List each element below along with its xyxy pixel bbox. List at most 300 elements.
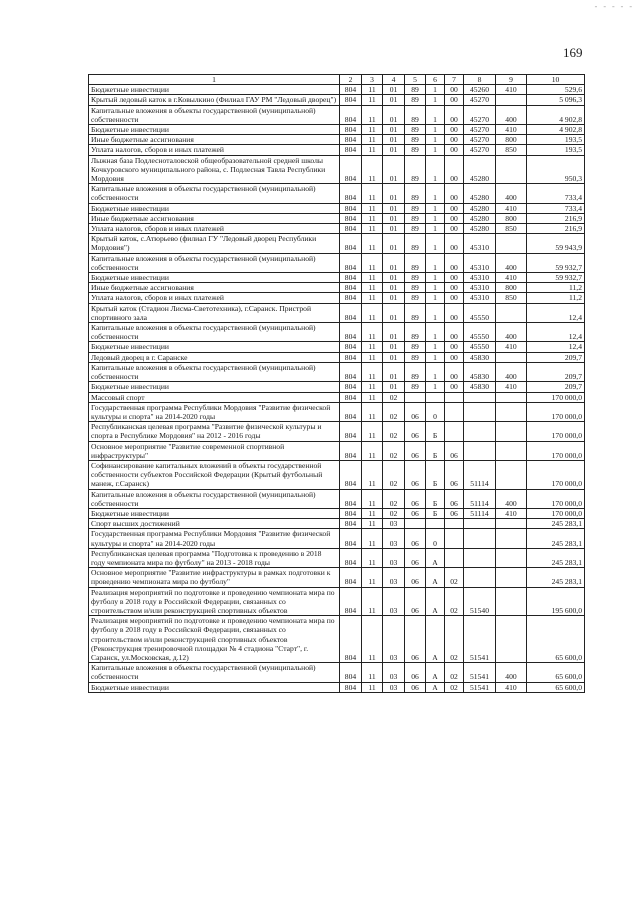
- cell-amount: 195 600,0: [527, 587, 585, 616]
- cell-amount: 170 000,0: [527, 489, 585, 508]
- cell-expense-type: 850: [496, 224, 527, 234]
- cell-measure: 00: [445, 273, 464, 283]
- cell-subsection: 01: [383, 105, 405, 124]
- cell-expense-type: [496, 441, 527, 460]
- cell-direction: 45280: [464, 224, 496, 234]
- cell-subprogram: 1: [426, 155, 445, 184]
- cell-section: 11: [362, 125, 383, 135]
- cell-expense-type: 410: [496, 273, 527, 283]
- cell-program: 89: [405, 155, 426, 184]
- cell-subprogram: 1: [426, 283, 445, 293]
- cell-subprogram: А: [426, 568, 445, 587]
- cell-subsection: 02: [383, 441, 405, 460]
- cell-subsection: 01: [383, 293, 405, 303]
- cell-section: 11: [362, 663, 383, 682]
- cell-expense-type: [496, 519, 527, 529]
- cell-subsection: 03: [383, 568, 405, 587]
- cell-program: 06: [405, 441, 426, 460]
- cell-program: 06: [405, 548, 426, 567]
- cell-section: 11: [362, 352, 383, 362]
- cell-subprogram: 1: [426, 203, 445, 213]
- cell-expense-type: 410: [496, 682, 527, 692]
- cell-section: 11: [362, 489, 383, 508]
- cell-amount: 170 000,0: [527, 460, 585, 489]
- cell-amount: 59 943,9: [527, 234, 585, 253]
- cell-name: Бюджетные инвестиции: [89, 203, 340, 213]
- cell-section: 11: [362, 587, 383, 616]
- cell-direction: 45310: [464, 293, 496, 303]
- cell-direction: [464, 392, 496, 402]
- table-row: [89, 184, 585, 203]
- cell-program: 06: [405, 587, 426, 616]
- cell-expense-type: 800: [496, 213, 527, 223]
- cell-subprogram: А: [426, 682, 445, 692]
- cell-admin: 804: [340, 441, 362, 460]
- cell-subsection: 01: [383, 382, 405, 392]
- cell-program: 89: [405, 224, 426, 234]
- cell-amount: 170 000,0: [527, 422, 585, 441]
- cell-measure: [445, 548, 464, 567]
- cell-direction: 45550: [464, 303, 496, 322]
- table-row: [89, 616, 585, 663]
- cell-expense-type: 410: [496, 508, 527, 518]
- cell-direction: 51114: [464, 489, 496, 508]
- cell-admin: 804: [340, 508, 362, 518]
- cell-expense-type: [496, 303, 527, 322]
- cell-admin: 804: [340, 145, 362, 155]
- cell-subprogram: 1: [426, 234, 445, 253]
- cell-direction: 45270: [464, 135, 496, 145]
- cell-expense-type: [496, 234, 527, 253]
- cell-admin: 804: [340, 352, 362, 362]
- cell-expense-type: 410: [496, 382, 527, 392]
- cell-measure: 00: [445, 382, 464, 392]
- cell-program: 89: [405, 85, 426, 95]
- table-row: [89, 402, 585, 421]
- cell-subprogram: 1: [426, 224, 445, 234]
- cell-admin: 804: [340, 213, 362, 223]
- cell-admin: 804: [340, 587, 362, 616]
- table-body: [89, 85, 585, 693]
- cell-amount: 170 000,0: [527, 402, 585, 421]
- cell-expense-type: 850: [496, 293, 527, 303]
- cell-subsection: 02: [383, 489, 405, 508]
- cell-subsection: 01: [383, 184, 405, 203]
- cell-subprogram: 1: [426, 323, 445, 342]
- cell-direction: [464, 548, 496, 567]
- table-row: [89, 489, 585, 508]
- cell-admin: 804: [340, 135, 362, 145]
- cell-name: Реализация мероприятий по подготовке и проведению чемпионата мира по футболу в 2018 году в Российской Федерации, связанных со строительством и/или реконструкцией спортивных объектов: [89, 587, 340, 616]
- cell-amount: 11,2: [527, 293, 585, 303]
- cell-subprogram: Б: [426, 441, 445, 460]
- cell-name: Крытый каток, с.Атюрьево (филиал ГУ "Ледовый дворец Республики Мордовия"): [89, 234, 340, 253]
- page-number: 169: [563, 45, 583, 60]
- cell-measure: 00: [445, 293, 464, 303]
- cell-program: 89: [405, 105, 426, 124]
- cell-name: Капитальные вложения в объекты государственной (муниципальной) собственности: [89, 489, 340, 508]
- cell-program: 89: [405, 362, 426, 381]
- cell-admin: 804: [340, 184, 362, 203]
- cell-amount: 245 283,1: [527, 548, 585, 567]
- cell-direction: 45830: [464, 352, 496, 362]
- cell-admin: 804: [340, 616, 362, 663]
- table-row: [89, 224, 585, 234]
- cell-subprogram: 0: [426, 529, 445, 548]
- table-row: [89, 342, 585, 352]
- cell-measure: 00: [445, 135, 464, 145]
- cell-amount: 4 902,8: [527, 105, 585, 124]
- cell-amount: 12,4: [527, 323, 585, 342]
- cell-direction: 51114: [464, 460, 496, 489]
- cell-section: 11: [362, 135, 383, 145]
- cell-admin: 804: [340, 125, 362, 135]
- cell-name: Реализация мероприятий по подготовке и проведению чемпионата мира по футболу в 2018 году в Российской Федерации, связанных со строительством и/или реконструкцией спортивных объектов (Реконструкция тренировочной площадки № 4 стадиона "Старт", г. Саранск, ул.Московская, д.12): [89, 616, 340, 663]
- cell-measure: 02: [445, 587, 464, 616]
- cell-measure: 06: [445, 441, 464, 460]
- cell-expense-type: 800: [496, 283, 527, 293]
- cell-expense-type: [496, 587, 527, 616]
- cell-expense-type: 400: [496, 105, 527, 124]
- cell-section: 11: [362, 283, 383, 293]
- cell-expense-type: 410: [496, 125, 527, 135]
- table-row: [89, 234, 585, 253]
- cell-expense-type: [496, 568, 527, 587]
- cell-subsection: 02: [383, 422, 405, 441]
- cell-expense-type: 410: [496, 85, 527, 95]
- cell-subsection: 03: [383, 682, 405, 692]
- cell-program: 06: [405, 616, 426, 663]
- cell-subprogram: Б: [426, 422, 445, 441]
- cell-program: 89: [405, 213, 426, 223]
- cell-section: 11: [362, 441, 383, 460]
- cell-direction: 45270: [464, 125, 496, 135]
- cell-subprogram: 1: [426, 362, 445, 381]
- cell-measure: 00: [445, 105, 464, 124]
- table-row: [89, 253, 585, 272]
- cell-section: 11: [362, 293, 383, 303]
- cell-amount: 12,4: [527, 303, 585, 322]
- cell-subsection: 03: [383, 663, 405, 682]
- cell-subsection: 01: [383, 234, 405, 253]
- table-row: [89, 85, 585, 95]
- cell-program: 89: [405, 352, 426, 362]
- cell-program: 89: [405, 135, 426, 145]
- table-row: [89, 352, 585, 362]
- table-row: [89, 422, 585, 441]
- cell-direction: 45280: [464, 184, 496, 203]
- cell-measure: 02: [445, 616, 464, 663]
- table-row: [89, 441, 585, 460]
- cell-amount: 59 932,7: [527, 253, 585, 272]
- cell-admin: 804: [340, 382, 362, 392]
- cell-direction: 51541: [464, 616, 496, 663]
- cell-admin: 804: [340, 519, 362, 529]
- table-row: [89, 125, 585, 135]
- cell-subsection: 01: [383, 342, 405, 352]
- cell-subprogram: 0: [426, 402, 445, 421]
- cell-measure: [445, 529, 464, 548]
- cell-subprogram: 1: [426, 293, 445, 303]
- cell-amount: 5 096,3: [527, 95, 585, 105]
- header-cell: 3: [362, 75, 383, 85]
- cell-measure: [445, 422, 464, 441]
- cell-subsection: 01: [383, 155, 405, 184]
- cell-subprogram: 1: [426, 145, 445, 155]
- header-cell: 7: [445, 75, 464, 85]
- cell-measure: 02: [445, 682, 464, 692]
- cell-measure: 00: [445, 342, 464, 352]
- cell-name: Уплата налогов, сборов и иных платежей: [89, 145, 340, 155]
- cell-subsection: 02: [383, 460, 405, 489]
- cell-expense-type: 410: [496, 342, 527, 352]
- cell-measure: 06: [445, 489, 464, 508]
- cell-amount: 170 000,0: [527, 508, 585, 518]
- cell-measure: 00: [445, 95, 464, 105]
- cell-section: 11: [362, 273, 383, 283]
- cell-measure: 06: [445, 460, 464, 489]
- cell-program: 06: [405, 402, 426, 421]
- table-row: [89, 508, 585, 518]
- cell-subsection: 01: [383, 125, 405, 135]
- cell-expense-type: 800: [496, 135, 527, 145]
- cell-name: Бюджетные инвестиции: [89, 273, 340, 283]
- cell-subprogram: 1: [426, 125, 445, 135]
- cell-subsection: 01: [383, 135, 405, 145]
- cell-name: Уплата налогов, сборов и иных платежей: [89, 293, 340, 303]
- cell-admin: 804: [340, 105, 362, 124]
- cell-expense-type: 400: [496, 253, 527, 272]
- cell-direction: 51540: [464, 587, 496, 616]
- cell-amount: 733,4: [527, 184, 585, 203]
- cell-subsection: 01: [383, 253, 405, 272]
- cell-amount: 245 283,1: [527, 519, 585, 529]
- cell-subsection: 01: [383, 145, 405, 155]
- cell-subprogram: 1: [426, 184, 445, 203]
- cell-subsection: 01: [383, 203, 405, 213]
- cell-admin: 804: [340, 95, 362, 105]
- cell-subprogram: 1: [426, 213, 445, 223]
- cell-measure: 02: [445, 663, 464, 682]
- cell-name: Крытый ледовый каток в г.Ковылкино (Филиал ГАУ РМ "Ледовый дворец"): [89, 95, 340, 105]
- cell-measure: 00: [445, 125, 464, 135]
- cell-section: 11: [362, 460, 383, 489]
- table-row: [89, 283, 585, 293]
- cell-amount: 529,6: [527, 85, 585, 95]
- cell-measure: 00: [445, 203, 464, 213]
- cell-direction: [464, 529, 496, 548]
- cell-subprogram: Б: [426, 508, 445, 518]
- cell-name: Иные бюджетные ассигнования: [89, 283, 340, 293]
- cell-section: 11: [362, 422, 383, 441]
- cell-admin: 804: [340, 529, 362, 548]
- cell-measure: [445, 402, 464, 421]
- cell-name: Уплата налогов, сборов и иных платежей: [89, 224, 340, 234]
- cell-admin: 804: [340, 663, 362, 682]
- cell-direction: 51114: [464, 508, 496, 518]
- table-row: [89, 203, 585, 213]
- cell-section: 11: [362, 342, 383, 352]
- cell-subsection: 02: [383, 508, 405, 518]
- header-cell: 6: [426, 75, 445, 85]
- cell-admin: 804: [340, 342, 362, 352]
- cell-expense-type: [496, 529, 527, 548]
- cell-admin: 804: [340, 460, 362, 489]
- cell-subprogram: [426, 392, 445, 402]
- cell-section: 11: [362, 85, 383, 95]
- cell-measure: 00: [445, 362, 464, 381]
- cell-expense-type: [496, 352, 527, 362]
- table-row: [89, 303, 585, 322]
- cell-program: 89: [405, 234, 426, 253]
- cell-program: 06: [405, 508, 426, 518]
- cell-expense-type: [496, 95, 527, 105]
- cell-direction: [464, 568, 496, 587]
- cell-name: Ледовый дворец в г. Саранске: [89, 352, 340, 362]
- cell-direction: 45310: [464, 283, 496, 293]
- cell-program: 89: [405, 283, 426, 293]
- cell-subprogram: 1: [426, 303, 445, 322]
- cell-expense-type: 400: [496, 663, 527, 682]
- table-row: [89, 568, 585, 587]
- cell-section: 11: [362, 145, 383, 155]
- cell-measure: 00: [445, 184, 464, 203]
- cell-subsection: 01: [383, 85, 405, 95]
- cell-program: 06: [405, 529, 426, 548]
- cell-measure: [445, 392, 464, 402]
- cell-measure: 00: [445, 283, 464, 293]
- cell-measure: 00: [445, 253, 464, 272]
- table-row: [89, 382, 585, 392]
- cell-direction: [464, 441, 496, 460]
- cell-expense-type: [496, 548, 527, 567]
- cell-admin: 804: [340, 682, 362, 692]
- cell-program: 06: [405, 460, 426, 489]
- cell-name: Республиканская целевая программа "Подготовка к проведению в 2018 году чемпионата мира по футболу" на 2013 - 2018 годы: [89, 548, 340, 567]
- cell-admin: 804: [340, 224, 362, 234]
- cell-program: 89: [405, 342, 426, 352]
- cell-name: Бюджетные инвестиции: [89, 382, 340, 392]
- table-row: [89, 460, 585, 489]
- header-cell: 10: [527, 75, 585, 85]
- table-row: [89, 519, 585, 529]
- cell-direction: [464, 519, 496, 529]
- cell-subsection: 03: [383, 529, 405, 548]
- cell-admin: 804: [340, 362, 362, 381]
- cell-section: 11: [362, 95, 383, 105]
- cell-measure: 00: [445, 352, 464, 362]
- cell-direction: 45310: [464, 234, 496, 253]
- table-row: [89, 587, 585, 616]
- table-row: [89, 362, 585, 381]
- cell-direction: 45830: [464, 362, 496, 381]
- table-row: [89, 548, 585, 567]
- cell-section: 11: [362, 548, 383, 567]
- cell-direction: 45310: [464, 253, 496, 272]
- table-row: [89, 293, 585, 303]
- cell-measure: 00: [445, 155, 464, 184]
- cell-admin: 804: [340, 392, 362, 402]
- header-cell: 2: [340, 75, 362, 85]
- header-cell: 5: [405, 75, 426, 85]
- cell-subsection: 01: [383, 213, 405, 223]
- cell-name: Основное мероприятие "Развитие современной спортивной инфраструктуры": [89, 441, 340, 460]
- cell-section: 11: [362, 213, 383, 223]
- cell-name: Бюджетные инвестиции: [89, 342, 340, 352]
- cell-amount: 245 283,1: [527, 568, 585, 587]
- cell-subprogram: 1: [426, 342, 445, 352]
- cell-subsection: 02: [383, 392, 405, 402]
- cell-name: Капитальные вложения в объекты государственной (муниципальной) собственности: [89, 663, 340, 682]
- cell-section: 11: [362, 184, 383, 203]
- cell-name: Капитальные вложения в объекты государственной (муниципальной) собственности: [89, 105, 340, 124]
- cell-measure: 00: [445, 85, 464, 95]
- cell-subprogram: 1: [426, 95, 445, 105]
- cell-admin: 804: [340, 303, 362, 322]
- cell-subsection: 01: [383, 95, 405, 105]
- cell-direction: [464, 402, 496, 421]
- cell-program: 89: [405, 303, 426, 322]
- cell-section: 11: [362, 303, 383, 322]
- cell-name: Капитальные вложения в объекты государственной (муниципальной) собственности: [89, 362, 340, 381]
- header-cell: 9: [496, 75, 527, 85]
- header-cell: 1: [89, 75, 340, 85]
- cell-admin: 804: [340, 422, 362, 441]
- cell-program: 06: [405, 489, 426, 508]
- cell-direction: 45280: [464, 203, 496, 213]
- cell-admin: 804: [340, 234, 362, 253]
- cell-subprogram: 1: [426, 352, 445, 362]
- cell-section: 11: [362, 568, 383, 587]
- cell-subsection: 01: [383, 273, 405, 283]
- cell-measure: 00: [445, 224, 464, 234]
- cell-program: 89: [405, 125, 426, 135]
- cell-program: 89: [405, 184, 426, 203]
- cell-admin: 804: [340, 203, 362, 213]
- cell-measure: [445, 519, 464, 529]
- cell-name: Государственная программа Республики Мордовия "Развитие физической культуры и спорта" на 2014-2020 годы: [89, 529, 340, 548]
- cell-amount: 733,4: [527, 203, 585, 213]
- cell-name: Бюджетные инвестиции: [89, 682, 340, 692]
- cell-direction: 45830: [464, 382, 496, 392]
- cell-expense-type: [496, 155, 527, 184]
- cell-expense-type: [496, 460, 527, 489]
- cell-subsection: 03: [383, 548, 405, 567]
- table-row: [89, 95, 585, 105]
- cell-amount: 209,7: [527, 382, 585, 392]
- cell-amount: 65 600,0: [527, 682, 585, 692]
- cell-name: Бюджетные инвестиции: [89, 508, 340, 518]
- cell-program: 89: [405, 145, 426, 155]
- cell-amount: 4 902,8: [527, 125, 585, 135]
- cell-admin: 804: [340, 402, 362, 421]
- table-header-row: [89, 75, 585, 85]
- cell-admin: 804: [340, 253, 362, 272]
- cell-direction: 45550: [464, 323, 496, 342]
- cell-name: Капитальные вложения в объекты государственной (муниципальной) собственности: [89, 253, 340, 272]
- cell-subprogram: А: [426, 616, 445, 663]
- cell-admin: 804: [340, 273, 362, 283]
- cell-program: 06: [405, 568, 426, 587]
- cell-name: Массовый спорт: [89, 392, 340, 402]
- cell-program: 06: [405, 663, 426, 682]
- cell-subprogram: 1: [426, 105, 445, 124]
- cell-measure: 06: [445, 508, 464, 518]
- cell-expense-type: 400: [496, 184, 527, 203]
- cell-amount: 65 600,0: [527, 663, 585, 682]
- cell-amount: 170 000,0: [527, 392, 585, 402]
- cell-amount: 59 932,7: [527, 273, 585, 283]
